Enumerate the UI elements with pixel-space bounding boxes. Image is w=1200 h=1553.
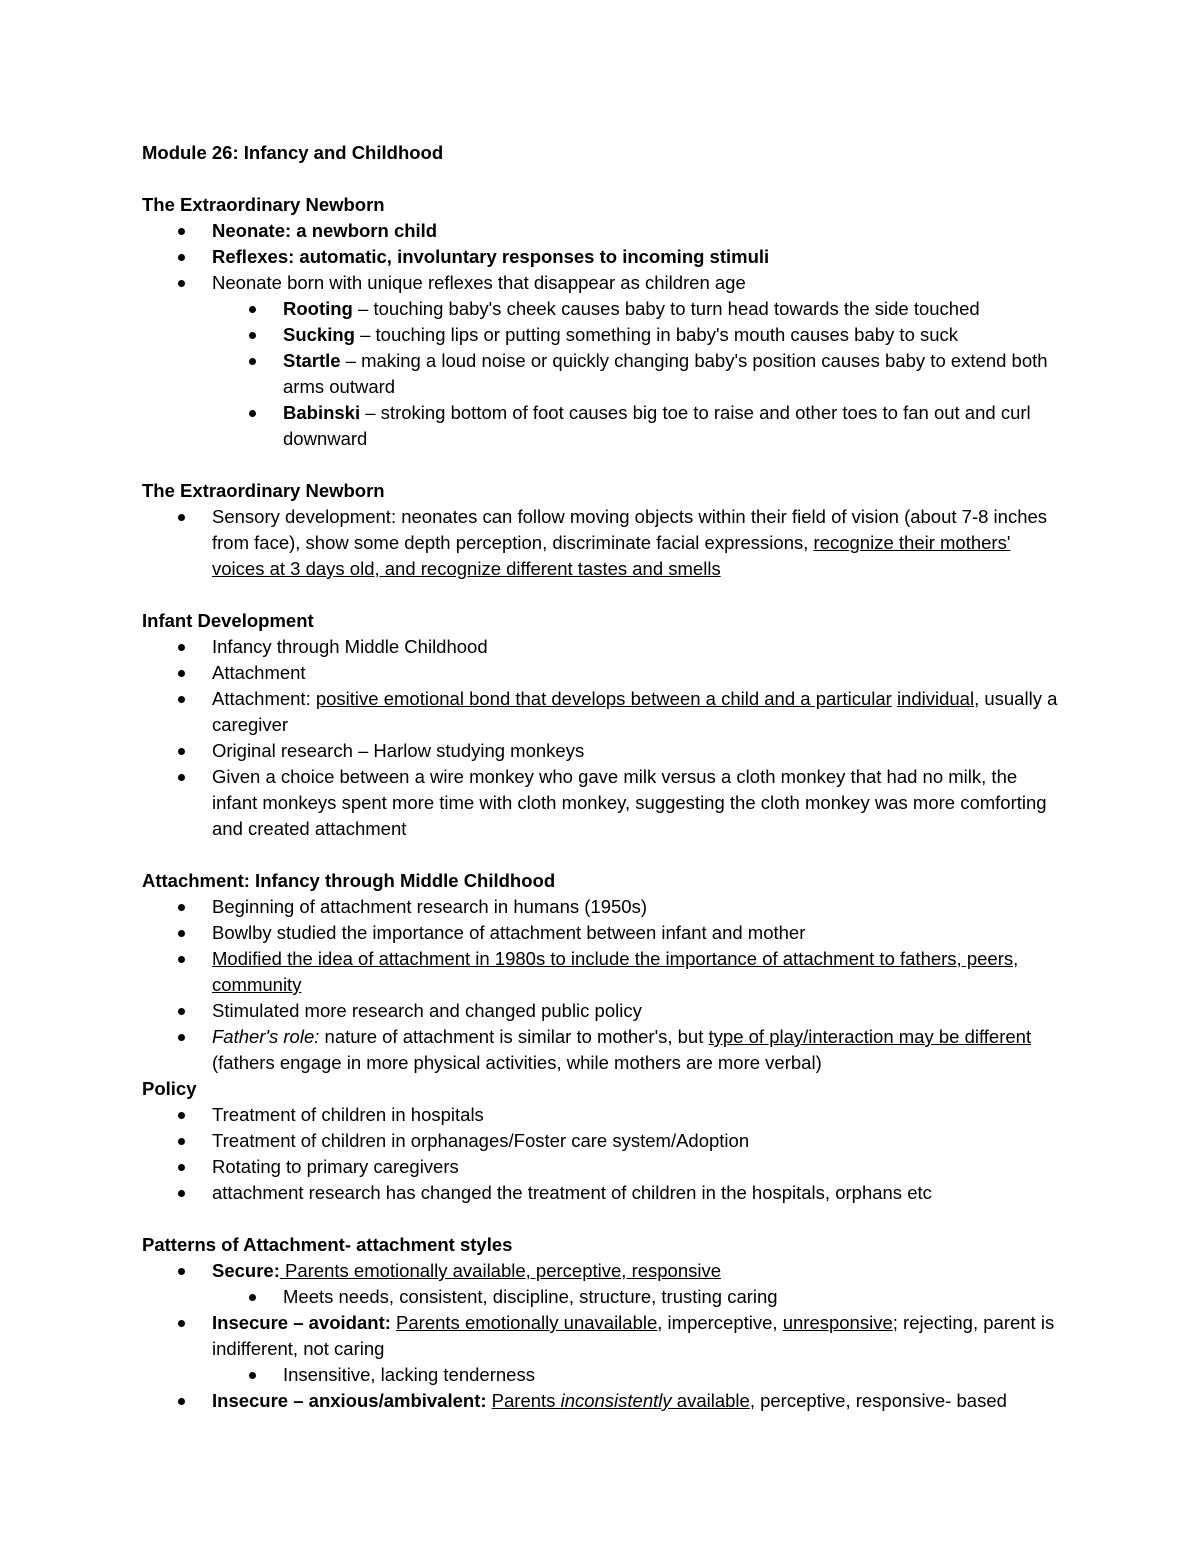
text: nature of attachment is similar to mother's, but bbox=[319, 1026, 709, 1047]
list-item-born-with bbox=[142, 270, 1062, 452]
list-item: Original research – Harlow studying monkeys bbox=[142, 738, 1062, 764]
bullet-list bbox=[142, 634, 1062, 842]
bullet-list bbox=[142, 218, 1062, 452]
bullet-list bbox=[142, 504, 1062, 582]
list-item: Treatment of children in orphanages/Foster care system/Adoption bbox=[142, 1128, 1062, 1154]
list-item-attachment-definition bbox=[142, 686, 1062, 738]
list-item: Bowlby studied the importance of attachment between infant and mother bbox=[142, 920, 1062, 946]
term: Babinski bbox=[283, 402, 361, 423]
sub-item-sucking bbox=[142, 322, 1062, 348]
list-item: Modified the idea of attachment in 1980s to include the importance of attachment to fathers, peers, community bbox=[142, 946, 1062, 998]
section-policy bbox=[142, 1076, 1062, 1206]
section-heading: The Extraordinary Newborn bbox=[142, 194, 385, 215]
sub-item-babinski bbox=[142, 400, 1062, 452]
term: Insecure – avoidant: bbox=[212, 1312, 391, 1333]
section-extraordinary-newborn-2 bbox=[142, 478, 1062, 582]
text: , usually a caregiver bbox=[212, 688, 1058, 735]
underlined-text: Parents emotionally unavailable bbox=[396, 1312, 658, 1333]
document-page bbox=[142, 140, 1062, 1440]
list-item-insecure-avoidant bbox=[142, 1310, 1062, 1388]
underlined-italic-text: inconsistently bbox=[560, 1390, 672, 1411]
sub-bullet-list bbox=[212, 296, 1062, 452]
sub-item: Meets needs, consistent, discipline, structure, trusting caring bbox=[142, 1284, 1062, 1310]
sub-bullet-list bbox=[212, 1284, 1062, 1310]
text: Attachment: bbox=[212, 688, 316, 709]
section-extraordinary-newborn-1 bbox=[142, 192, 1062, 452]
list-item: Infancy through Middle Childhood bbox=[142, 634, 1062, 660]
list-item-fathers-role bbox=[142, 1024, 1062, 1076]
page-title: Module 26: Infancy and Childhood bbox=[142, 142, 444, 163]
list-item-text: Neonate born with unique reflexes that disappear as children age bbox=[212, 272, 746, 293]
list-item: attachment research has changed the treatment of children in the hospitals, orphans etc bbox=[142, 1180, 1062, 1206]
description: – touching baby's cheek causes baby to turn head towards the side touched bbox=[352, 298, 980, 319]
text: rejecting, parent is indifferent, not caring bbox=[212, 1312, 1055, 1359]
underlined-text: unresponsive; bbox=[782, 1312, 898, 1333]
section-patterns-of-attachment bbox=[142, 1232, 1062, 1414]
list-item-neonate: Neonate: a newborn child bbox=[142, 218, 1062, 244]
text: , perceptive, responsive- based bbox=[749, 1390, 1007, 1411]
list-item: Attachment bbox=[142, 660, 1062, 686]
description: – stroking bottom of foot causes big toe to raise and other toes to fan out and curl downward bbox=[283, 402, 1031, 449]
list-item-reflexes: Reflexes: automatic, involuntary responses to incoming stimuli bbox=[142, 244, 1062, 270]
italic-label: Father's role: bbox=[212, 1026, 320, 1047]
term: Secure: bbox=[212, 1260, 280, 1281]
underlined-text: recognize their mothers' voices at 3 days old, and recognize different tastes and smells bbox=[212, 532, 1011, 579]
description: – making a loud noise or quickly changing baby's position causes baby to extend both arms outward bbox=[283, 350, 1048, 397]
list-item: Rotating to primary caregivers bbox=[142, 1154, 1062, 1180]
list-item: Treatment of children in hospitals bbox=[142, 1102, 1062, 1128]
sub-item-rooting bbox=[142, 296, 1062, 322]
underlined-text: Parents bbox=[491, 1390, 561, 1411]
list-item-secure bbox=[142, 1258, 1062, 1310]
section-attachment-infancy bbox=[142, 868, 1062, 1076]
term: Insecure – anxious/ambivalent: bbox=[212, 1390, 487, 1411]
list-item: Given a choice between a wire monkey who gave milk versus a cloth monkey that had no milk, the infant monkeys spent more time with cloth monkey, suggesting the cloth monkey was more comforting and created attachment bbox=[142, 764, 1062, 842]
list-item-insecure-anxious bbox=[142, 1388, 1062, 1414]
section-heading: Infant Development bbox=[142, 610, 314, 631]
sub-item: Insensitive, lacking tenderness bbox=[142, 1362, 1062, 1388]
underlined-text: individual bbox=[896, 688, 975, 709]
section-heading: Attachment: Infancy through Middle Childhood bbox=[142, 870, 556, 891]
list-item-sensory bbox=[142, 504, 1062, 582]
description: – touching lips or putting something in baby's mouth causes baby to suck bbox=[354, 324, 959, 345]
bullet-list bbox=[142, 1258, 1062, 1414]
text: Sensory development: neonates can follow moving objects within their field of vision (about 7-8 inches from face), show some depth perception, discriminate facial expressions, bbox=[212, 506, 1048, 553]
underlined-text: Parents emotionally available, perceptive, responsive bbox=[279, 1260, 722, 1281]
underlined-text: available bbox=[671, 1390, 750, 1411]
bullet-list bbox=[142, 1102, 1062, 1206]
text: (fathers engage in more physical activities, while mothers are more verbal) bbox=[212, 1052, 822, 1073]
underlined-text: type of play/interaction may be different bbox=[708, 1026, 1032, 1047]
text: , imperceptive, bbox=[657, 1312, 783, 1333]
underlined-text: positive emotional bond that develops between a child and a particular bbox=[315, 688, 892, 709]
section-heading: Policy bbox=[142, 1078, 197, 1099]
list-item: Stimulated more research and changed public policy bbox=[142, 998, 1062, 1024]
bullet-list bbox=[142, 894, 1062, 1076]
list-item: Beginning of attachment research in humans (1950s) bbox=[142, 894, 1062, 920]
sub-item-startle bbox=[142, 348, 1062, 400]
sub-bullet-list bbox=[212, 1362, 1062, 1388]
term: Startle bbox=[283, 350, 341, 371]
section-heading: The Extraordinary Newborn bbox=[142, 480, 385, 501]
section-infant-development bbox=[142, 608, 1062, 842]
term: Rooting bbox=[283, 298, 353, 319]
section-heading: Patterns of Attachment- attachment styles bbox=[142, 1234, 513, 1255]
term: Sucking bbox=[283, 324, 355, 345]
